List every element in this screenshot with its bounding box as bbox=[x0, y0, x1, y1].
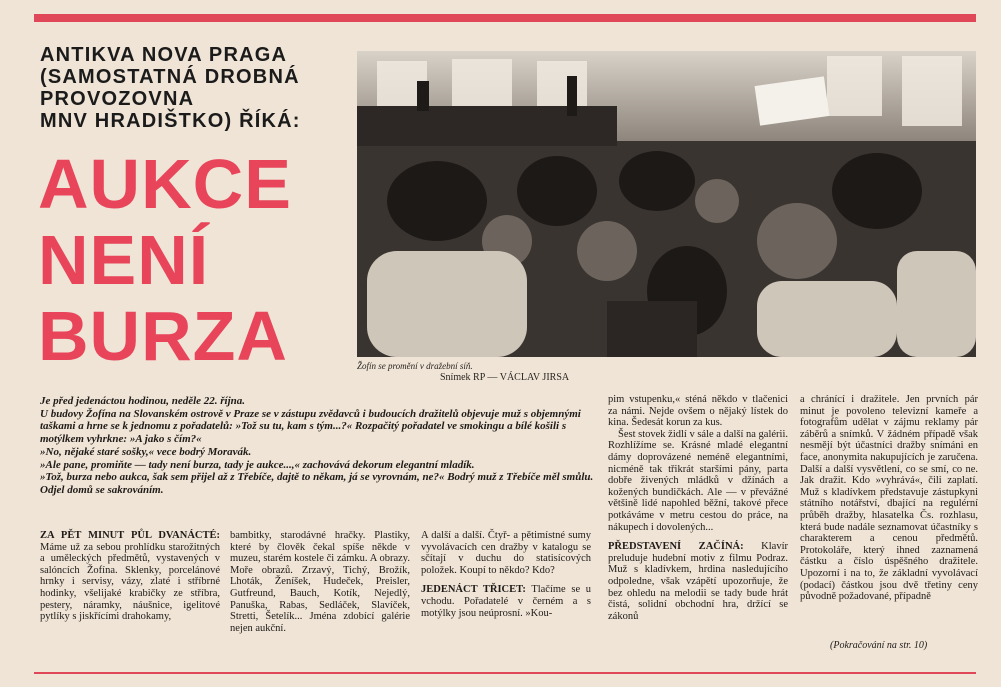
kicker-heading: ANTIKVA NOVA PRAGA (SAMOSTATNÁ DROBNÁ PROVOZOVNA MNV HRADIŠTKO) ŘÍKÁ: bbox=[40, 44, 301, 132]
column-text: bambitky, starodávné hračky. Plastiky, které by člověk čekal spíše někde v muzeu, starém kostele či zámku. A obrazy. Moře obrazů. Zrzavý, Tichý, Brožík, Lhoták, Ženíšek, Hudeček, Preisler, Gutfreund, Bauch, Kotík, Nejedlý, Panuška, Rabas, Sedláček, Slavíček, Stretti, Šetelík... Jména zdobící galérie nejen aukční. bbox=[230, 530, 410, 634]
auction-hall-photo bbox=[357, 51, 976, 357]
lead-line: U budovy Žofína na Slovanském ostrově v Praze se v zástupu zvědavců i budoucích dražitelů objevuje muž s objemnými taškami a hrne se k jednomu z pořadatelů: »Tož su tu, kam s tým...?« Rozpačitý pořadatel ve smokingu a bílé košili s motýlkem vyhrkne: »A jako s čím?« bbox=[40, 407, 581, 446]
headline-line-2: NENÍ bbox=[38, 221, 210, 299]
column-text: A další a další. Čtyř- a pětimístné sumy vyvolávacích cen dražby v katalogu se sčítají v duchu do statisícových položek. Koupí to někdo? Kdo? bbox=[421, 530, 591, 576]
column-text: Šest stovek židlí v sále a další na galérii. Rozhlížíme se. Krásné mladé elegantní dámy doprovázené neméně elegantními, nicméně tak třikrát staršími pány, parta dobře živených mládků v džínách a kožených bundičkách. Ale — v převážné většině lidé napohled běžní, takové přece potkáváme v metru cestou do práce, na nákupech i dovolených... bbox=[608, 428, 788, 533]
bottom-red-rule bbox=[34, 672, 976, 674]
top-red-rule bbox=[34, 14, 976, 22]
article-column-5 bbox=[800, 394, 978, 603]
section-heading: ZA PĚT MINUT PŮL DVANÁCTÉ: bbox=[40, 530, 220, 541]
column-text: Máme už za sebou prohlídku starožitných a uměleckých předmětů, vystavených v salóncích Žofína. Sklenky, porcelánové hrnky i servisy, vázy, zlaté i stříbrné hodinky, všelijaké krabičky ze stříbra, pestery, náramky, náušnice, igelitové pytlíky s jiskřícími drahokamy, bbox=[40, 541, 220, 623]
column-text: pim vstupenku,« sténá někdo v tlačenici za námi. Nejde ovšem o nějaký lístek do kina. Šedesát korun za kus. bbox=[608, 394, 788, 429]
section-heading: PŘEDSTAVENÍ ZAČÍNÁ: bbox=[608, 541, 744, 553]
headline-line-3: BURZA bbox=[38, 297, 288, 375]
headline-line-1: AUKCE bbox=[38, 145, 292, 223]
article-column-2 bbox=[230, 530, 410, 634]
photo-caption: Žofín se promění v dražební síň. bbox=[357, 361, 473, 371]
column-text: Tlačíme se u vchodu. Pořadatelé v černém a s motýlky jsou neúprosní. »Kou- bbox=[421, 584, 591, 619]
article-column-4 bbox=[608, 394, 788, 622]
lead-line: Je před jedenáctou hodinou, neděle 22. října. bbox=[40, 395, 246, 407]
article-column-1 bbox=[40, 530, 220, 623]
column-text: Klavír preluduje hudební motiv z filmu Podraz. Muž s kladívkem, hrdina nasledujícího odpoledne, však vzápětí upozorňuje, že bez ohledu na melodii se tady bude hrát čistá, solidní obchodní hra, držící se zákonů bbox=[608, 541, 788, 622]
lead-line: »Tož, burza nebo aukca, šak sem přijel až z Třebíče, dajtě to někam, já se vyrovnám, ne?« Bodrý muž z Třebíče měl smůlu. Odjel domů se sakrováním. bbox=[40, 471, 594, 496]
column-text: a chránící i dražitele. Jen prvních pár minut je povoleno televizní kameře a fotografům udělat v zájmu reklamy pár záběrů a snímků. V žádném případě však nesmějí být účastníci dražby snímáni en face, anonymita nakupujících je zaručena. Další a další vysvětlení, co se smí, co ne. Jak dražit. Kdo »vyhrává«, čili zaplatí. Muž s kladívkem představuje zástupkyni státního notářství, dbající na regulérní průběh dražby, hlasatelka Čs. rozhlasu, která bude nadále seznamovat účastníky s charakterem a cenou předmětů. Protokoláře, který ihned zaznamená částku a číslo úspěšného dražitele. Upozorní i na to, že základní vyvolávací (podací) částkou jsou dvě třetiny ceny původně požadované, případně bbox=[800, 394, 978, 603]
headline bbox=[38, 146, 348, 374]
lead-paragraph bbox=[40, 395, 600, 497]
article-column-3 bbox=[421, 530, 591, 619]
lead-line: »Ale pane, promiňte — tady není burza, tady je aukce...,« zachovává dekorum elegantní mladík. bbox=[40, 458, 475, 471]
lead-line: »No, nějaké staré sošky,« vece bodrý Moravák. bbox=[40, 445, 252, 458]
section-heading: JEDENÁCT TŘICET: bbox=[421, 584, 526, 596]
continued-note: (Pokračování na str. 10) bbox=[830, 640, 928, 651]
photo-credit: Snímek RP — VÁCLAV JIRSA bbox=[440, 372, 570, 383]
